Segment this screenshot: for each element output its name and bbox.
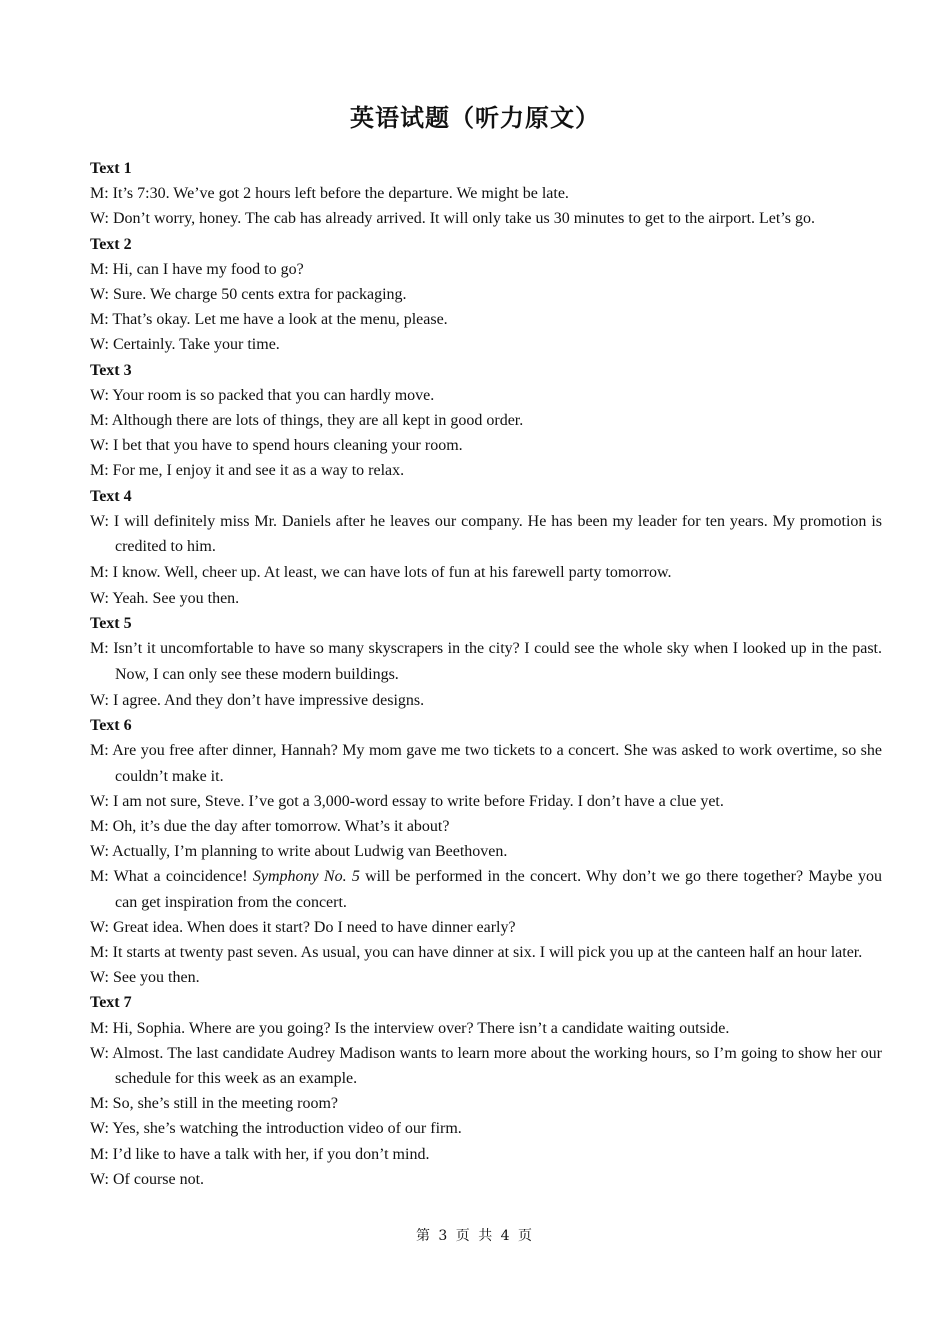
dialogue-line: W: Actually, I’m planning to write about Ludwig van Beethoven. [90,843,508,861]
text-heading: Text 2 [90,235,132,253]
dialogue-line: W: I will definitely miss Mr. Daniels after he leaves our company. He has been my leader for ten years. My promotion is credited to him. [90,512,882,556]
dialogue-line: M: It’s 7:30. We’ve got 2 hours left before the departure. We might be late. [90,185,569,203]
dialogue-line: W: Yeah. See you then. [90,589,240,607]
dialogue-line-rest: will be performed in the concert. Why don’t we go there together? Maybe you can get inspiration from the concert. [115,868,883,911]
dialogue-line: W: Your room is so packed that you can hardly move. [90,386,435,404]
text-heading: Text 3 [90,361,132,379]
dialogue-line: W: Yes, she’s watching the introduction video of our firm. [90,1120,462,1138]
text-heading: Text 7 [90,994,132,1012]
text-heading: Text 1 [90,160,132,177]
page-footer: 第 3 页 共 4 页 [415,1228,535,1244]
dialogue-line: M: Are you free after dinner, Hannah? My mom gave me two tickets to a concert. She was asked to work overtime, so she couldn’t make it. [90,742,882,785]
dialogue-line: M: Although there are lots of things, they are all kept in good order. [90,412,524,430]
page-title: 英语试题（听力原文） [350,103,600,132]
dialogue-line [90,864,882,914]
dialogue-line: M: I know. Well, cheer up. At least, we can have lots of fun at his farewell party tomorrow. [90,564,672,582]
dialogue-line: W: I bet that you have to spend hours cleaning your room. [90,437,463,455]
dialogue-line: W: Almost. The last candidate Audrey Madison wants to learn more about the working hours, so I’m going to show her our schedule for this week as an example. [90,1044,882,1088]
text-heading: Text 5 [90,615,132,633]
transcript-body [90,156,882,1192]
text-heading: Text 4 [90,487,132,505]
dialogue-line: M: It starts at twenty past seven. As usual, you can have dinner at six. I will pick you up at the canteen half an hour later. [90,944,863,962]
dialogue-line-start: M: What a coincidence! [90,868,253,886]
dialogue-line: M: Hi, can I have my food to go? [90,260,304,278]
dialogue-line: W: I agree. And they don’t have impressive designs. [90,691,425,709]
work-title: Symphony No. 5 [252,868,360,886]
dialogue-line: M: That’s okay. Let me have a look at the menu, please. [90,311,448,329]
dialogue-line: M: I’d like to have a talk with her, if you don’t mind. [90,1145,430,1163]
dialogue-line: W: Great idea. When does it start? Do I need to have dinner early? [90,918,516,936]
dialogue-line: M: Isn’t it uncomfortable to have so many skyscrapers in the city? I could see the whole sky when I looked up in the past. Now, I can only see these modern buildings. [90,640,882,684]
text-heading: Text 6 [90,717,132,735]
dialogue-line: W: See you then. [90,969,200,987]
dialogue-line: M: For me, I enjoy it and see it as a way to relax. [90,462,405,480]
dialogue-line: W: Certainly. Take your time. [90,336,280,354]
dialogue-line: M: So, she’s still in the meeting room? [90,1095,338,1113]
dialogue-line: M: Hi, Sophia. Where are you going? Is the interview over? There isn’t a candidate waiting outside. [90,1019,730,1037]
dialogue-line: W: Sure. We charge 50 cents extra for packaging. [90,286,407,304]
dialogue-line: W: Don’t worry, honey. The cab has already arrived. It will only take us 30 minutes to get to the airport. Let’s go. [90,210,815,228]
dialogue-line: W: Of course not. [90,1170,205,1188]
dialogue-line: W: I am not sure, Steve. I’ve got a 3,000-word essay to write before Friday. I don’t have a clue yet. [90,792,724,810]
dialogue-line: M: Oh, it’s due the day after tomorrow. What’s it about? [90,818,450,836]
